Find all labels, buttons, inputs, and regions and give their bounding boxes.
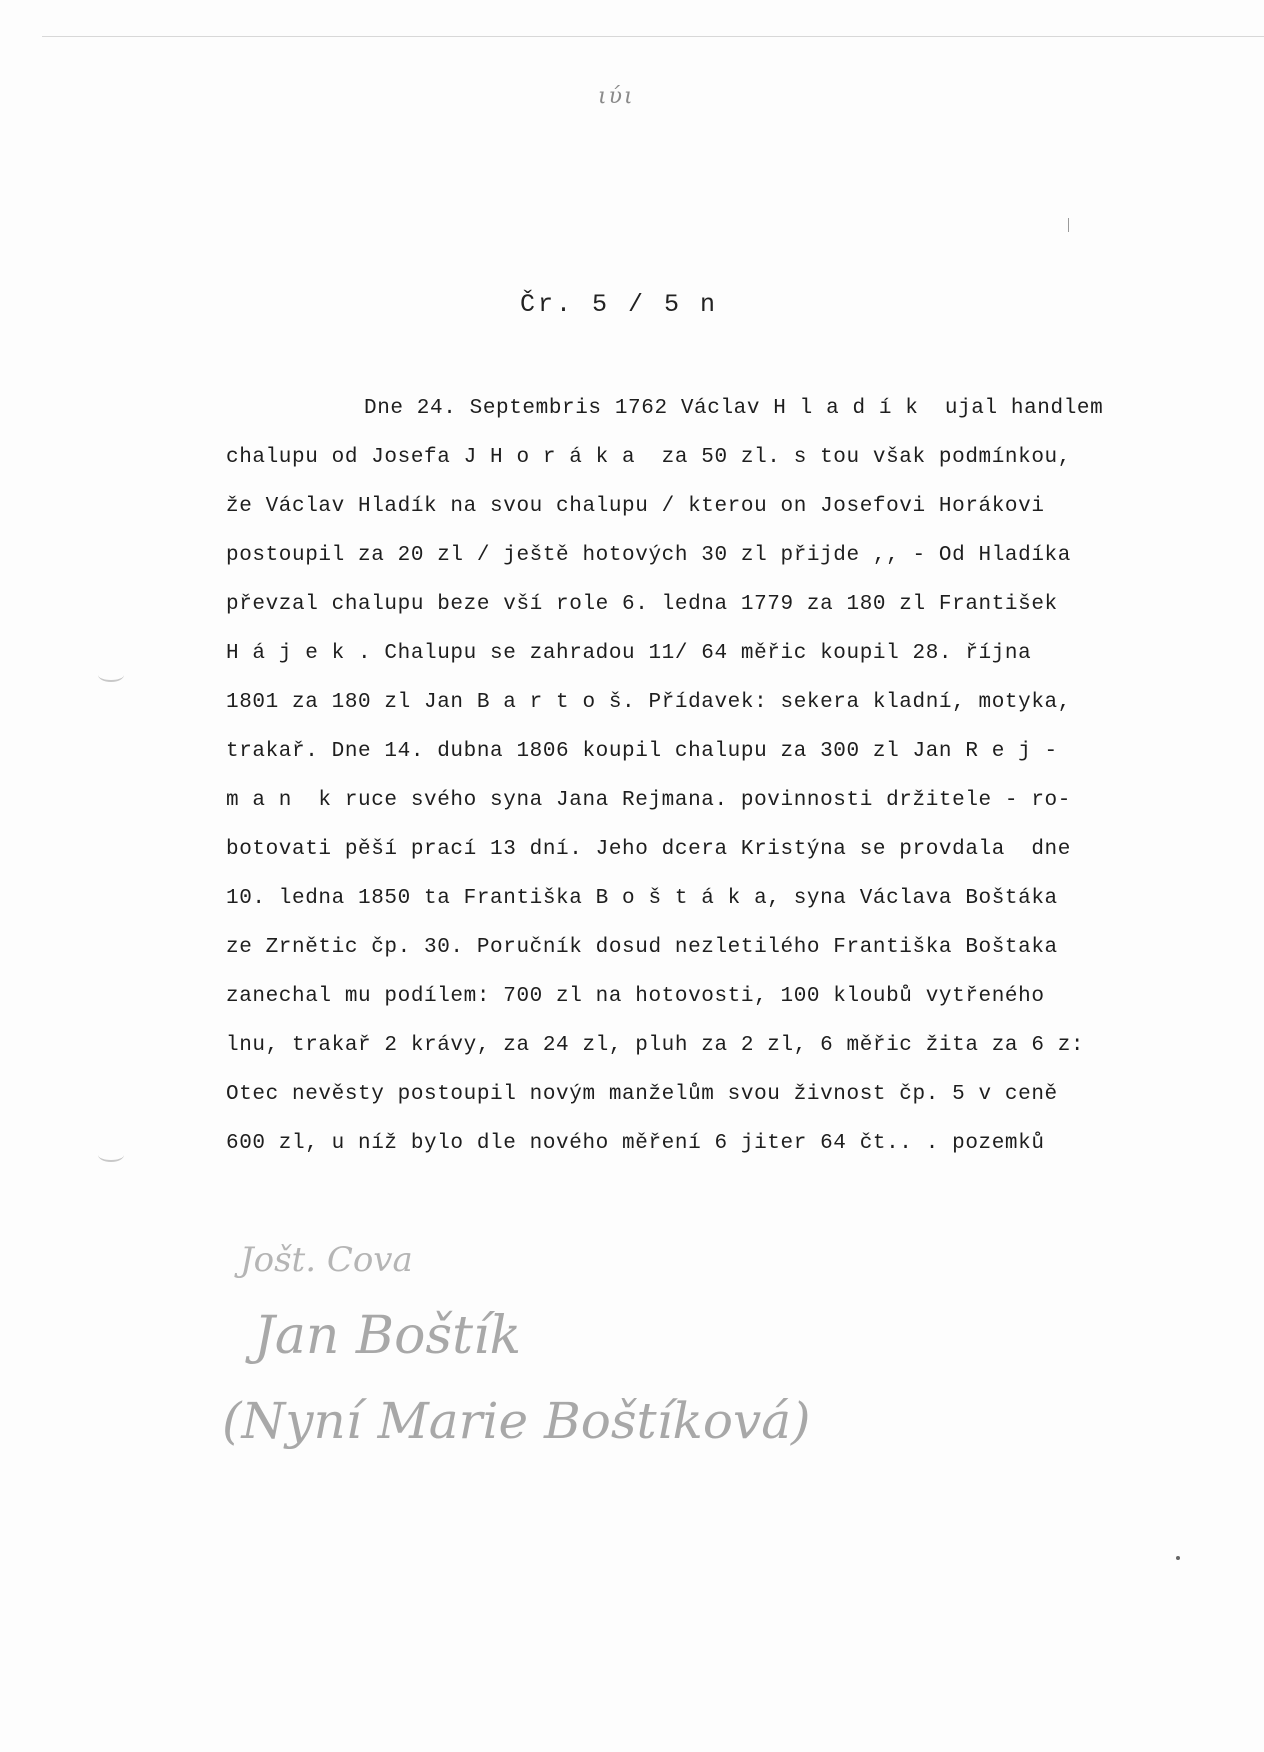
body-line: Dne 24. Septembris 1762 Václav H l a d í k ujal handlem: [364, 397, 1104, 420]
body-line: H á j e k . Chalupu se zahradou 11/ 64 měřic koupil 28. října: [226, 642, 1032, 665]
body-line: Otec nevěsty postoupil novým manželům svou živnost čp. 5 v ceně: [226, 1083, 1058, 1106]
body-line: ze Zrnětic čp. 30. Poručník dosud nezletilého Františka Boštaka: [226, 936, 1058, 959]
body-line: 10. ledna 1850 ta Františka B o š t á k a, syna Václava Boštáka: [226, 887, 1058, 910]
body-line: zanechal mu podílem: 700 zl na hotovosti, 100 kloubů vytřeného: [226, 985, 1045, 1008]
body-line: botovati pěší prací 13 dní. Jeho dcera Kristýna se provdala dne: [226, 838, 1071, 861]
body-line: že Václav Hladík na svou chalupu / kterou on Josefovi Horákovi: [226, 495, 1045, 518]
body-line: převzal chalupu beze vší role 6. ledna 1779 za 180 zl František: [226, 593, 1058, 616]
body-line: chalupu od Josefa J H o r á k a za 50 zl. s tou však podmínkou,: [226, 446, 1071, 469]
handwritten-note-3: (Nyní Marie Boštíková): [222, 1392, 811, 1450]
body-line: 600 zl, u níž bylo dle nového měření 6 jiter 64 čt.. . pozemků: [226, 1132, 1045, 1155]
body-line: trakař. Dne 14. dubna 1806 koupil chalupu za 300 zl Jan R e j -: [226, 740, 1058, 763]
handwritten-note-2: Jan Boštík: [254, 1306, 522, 1366]
body-line: postoupil za 20 zl / ještě hotových 30 zl přijde ,, - Od Hladíka: [226, 544, 1071, 567]
scan-speck: [1176, 1556, 1180, 1560]
punch-hole-mark: [98, 668, 124, 682]
pencil-mark: [1068, 218, 1069, 232]
body-line: 1801 za 180 zl Jan B a r t o š. Přídavek: sekera kladní, motyka,: [226, 691, 1071, 714]
scan-edge-line: [42, 36, 1264, 37]
handwritten-note-1: Jošt. Cova: [240, 1240, 413, 1280]
document-heading: Čr. 5 / 5 n: [520, 290, 719, 319]
punch-hole-mark: [98, 1148, 124, 1162]
body-line: lnu, trakař 2 krávy, za 24 zl, pluh za 2 zl, 6 měřic žita za 6 z:: [226, 1034, 1085, 1057]
typewritten-body: [226, 384, 1186, 1168]
body-line: m a n k ruce svého syna Jana Rejmana. povinnosti držitele - ro-: [226, 789, 1071, 812]
pencil-page-number: ιύι: [598, 84, 635, 109]
